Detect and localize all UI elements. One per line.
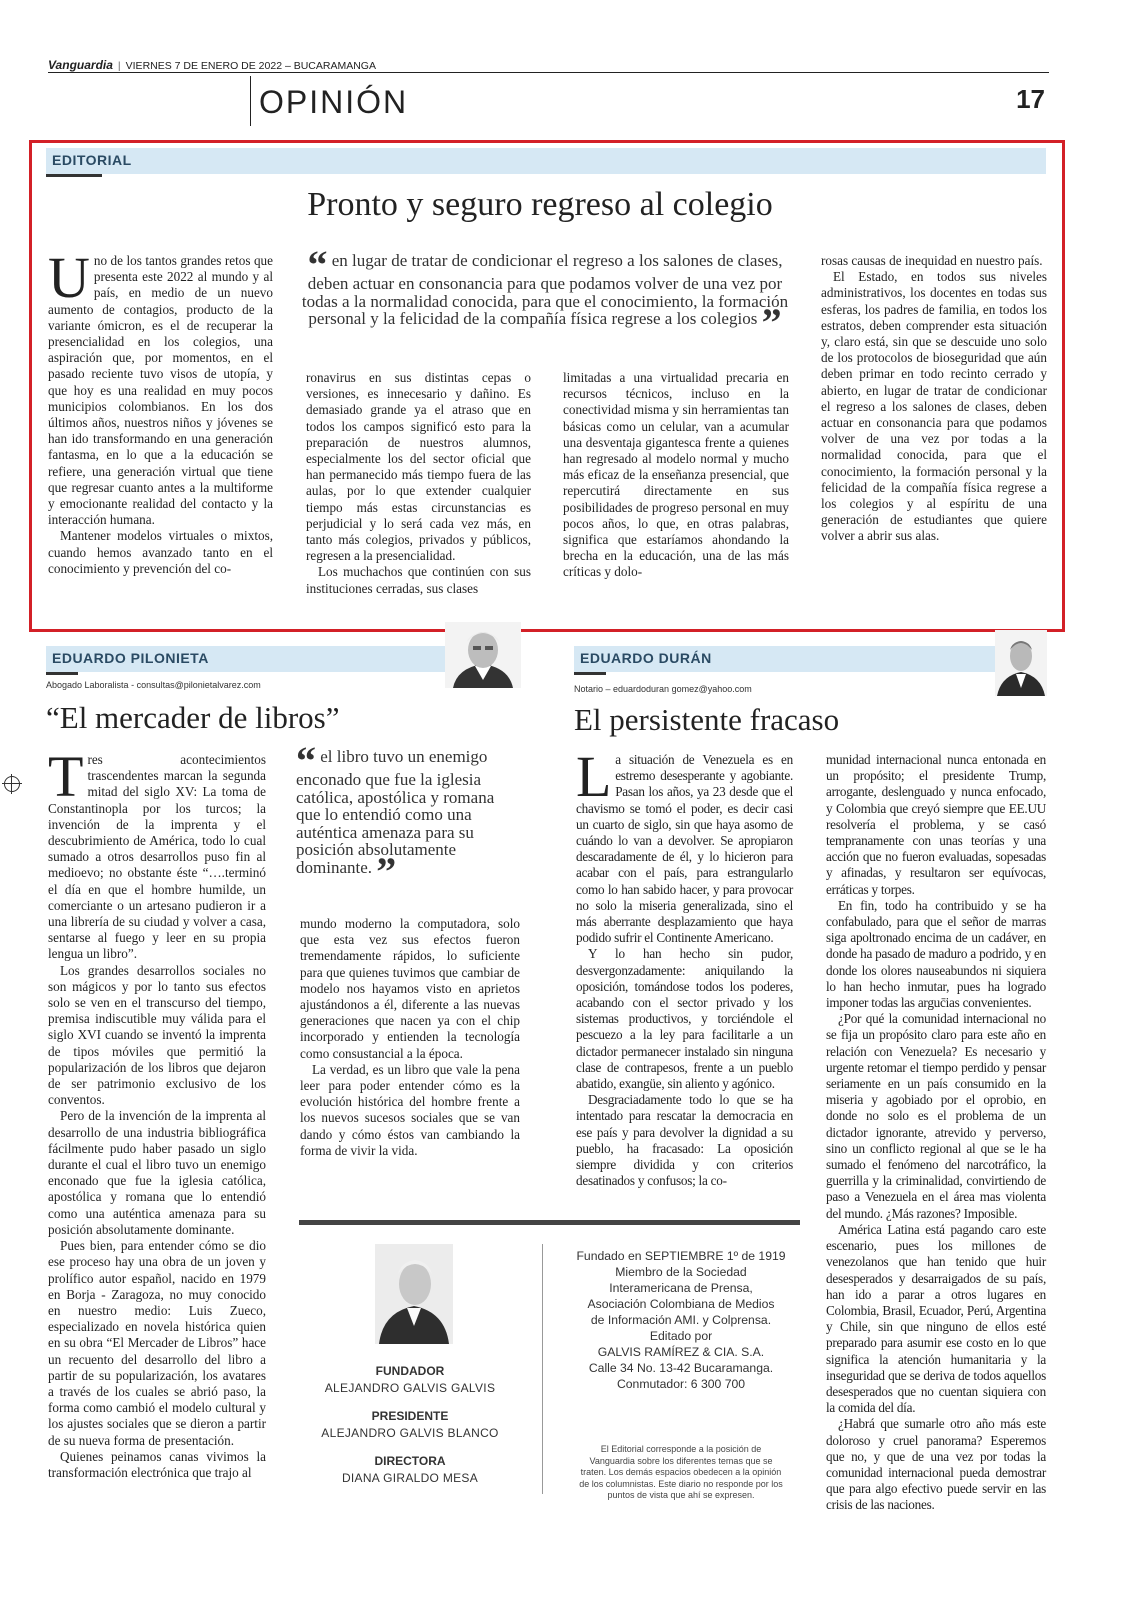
drop-cap: U — [48, 245, 90, 310]
info-line: Asociación Colombiana de Medios — [587, 1297, 775, 1311]
paragraph: América Latina está pagando caro este escenario, pues los millones de venezolanos que han tenido que huir desesperados y desarraigados de su país, han ido a parar a otros lugares en Colombia, Brasil, Ecuador, Perú, Argentina y Chile, sin que ninguno de ellos esté preparado para asumir ese costo en lo que significa la atención humanitaria y la inseguridad que se deriva de todos aquellos desesperados que no cuentan siquiera con la comida del día. — [826, 1221, 1046, 1416]
role-label: DIRECTORA — [374, 1454, 446, 1468]
role-label: FUNDADOR — [375, 1364, 445, 1378]
registration-mark-icon — [4, 776, 20, 792]
paragraph: no de los tantos grandes retos que presenta este 2022 al mundo y al país, en medio de un nuevo aumento de contagios, producto de la variante ómicron, es el de recuperar la presencialidad en los colegios, una aspiración que, por momentos, en el pasado reciente tuvo visos de utopía, y que hoy es una realidad en muy pocos municipios colombianos. En los dos últimos años, nuestros niños y jóvenes se han ido transformando en una generación fantasma, en lo que a la educación se refiere, una generación virtual que tiene que regresar cuanto antes a la multiforme y emocionante realidad del contacto y la interacción humana. — [48, 253, 273, 528]
editorial-pullquote — [300, 242, 790, 345]
credits-rule — [299, 1220, 800, 1225]
paragraph: Desgraciadamente todo lo que se ha intentado para rescatar la democracia en ese país y para devolver la dignidad a su pueblo, ha fracasado: La oposición siempre dividida y con criterios desatinados y confusos; la co- — [576, 1092, 793, 1189]
section-title: OPINIÓN — [259, 84, 409, 120]
paragraph: mundo moderno la computadora, solo que esta vez sus efectos fueron tremendamente rápidos, lo suficiente para que quienes tuvimos que cambiar de modelo nos hayamos visto en aprietos ajustándonos a él, diferente a las nuevas generaciones que nacen ya con el chip incorporado y entienden la tecnología como consustancial a la época. — [300, 916, 520, 1061]
paragraph: Mantener modelos virtuales o mixtos, cuando hemos avanzado tanto en el conocimiento y prevención del co- — [48, 528, 273, 576]
paragraph: Pero de la invención de la imprenta al desarrollo de una industria bibliográfica fácilmente pudo haber pasado un siglo durante el cual el libro tuvo un enemigo enconado que fue la iglesia católica, apostólica y romana que lo entendió como una auténtica amenaza para su posición absolutamente dominante. — [48, 1108, 266, 1237]
drop-cap: T — [48, 744, 84, 809]
editorial-headline: Pronto y seguro regreso al colegio — [307, 186, 773, 223]
paragraph: res acontecimientos trascendentes marcan la segunda mitad del siglo XV: La toma de Constantinopla por los turcos; la invención de la imprenta y el descubrimiento de América, todo lo cual sumado a otros desarrollos puso fin al medioevo; no obstante éste “….terminó el día en que el hombre humilde, un comerciante o un artesano pudieron ir a una librería de su ciudad y volver a casa, sentarse al fuego y leer en su propia lengua un libro”. — [48, 752, 266, 962]
editorial-column-4 — [821, 253, 1047, 545]
paragraph: Quienes peinamos canas vivimos la transformación electrónica que trajo al — [48, 1448, 266, 1480]
credits-divider — [542, 1244, 543, 1494]
dateline: VIERNES 7 DE ENERO DE 2022 – BUCARAMANGA — [125, 60, 376, 72]
pilonieta-headline: “El mercader de libros” — [46, 700, 340, 735]
paragraph: Pues bien, para entender cómo se dio ese proceso hay una obra de un joven y prolífico autor español, nacido en 1979 en Borja - Zaragoza, no muy conocido en nuestro medio: Luis Zueco, especializado en novela histórica quien en su obra “El Mercader de Libros” hace un recuento del desarrollo del libro a partir de su popularización, los avatares a través de los cuales se abrió paso, la forma como cambió el modelo cultural y los ajustes sociales que se dieron a partir de su nueva forma de presentación. — [48, 1238, 266, 1448]
editorial-column-2 — [306, 370, 531, 597]
paragraph: En fin, todo ha contribuido y se ha confabulado, para que el señor de marras siga apoltronado encima de un cadáver, en donde ha pasado de maduro a podrido, y en donde los olores nauseabundos ni siquiera lo han hecho inmutar, pues ha logrado imponer todas las arguc̄ias convenientes. — [826, 897, 1046, 1011]
open-quote-icon: “ — [307, 242, 328, 287]
paragraph: Los muchachos que continúen con sus instituciones cerradas, sus clases — [306, 564, 531, 596]
info-line: Editado por — [649, 1329, 713, 1343]
info-line: Conmutador: 6 300 700 — [616, 1377, 746, 1391]
founder-portrait — [375, 1244, 453, 1344]
pilonieta-column-2 — [300, 916, 520, 1159]
paragraph: limitadas a una virtualidad precaria en recursos técnicos, incluso en la conectividad misma y sin herramientas tan básicas como un celular, van a acumular una desventaja gigantesca frente a quienes han regresado al modelo normal y mucho más eficaz de la enseñanza presencial, que repercutirá directamente en sus posibilidades de progreso personal en muy pocos años, lo que, en otras palabras, significa que estaríamos ahondando la brecha en la educación, una de las más críticas y dolo- — [563, 370, 789, 580]
paragraph: a situación de Venezuela es en estremo desesperante y agobiante. Pasan los años, ya 23 desde que el chavismo se tomó el poder, es decir casi un cuarto de siglo, sin que haya asomo de cuándo lo van a devolver. Se apropiaron descaradamente de él, y lo hicieron para acabar con el país, para estrangularlo como lo han sabido hacer, y para provocar no solo la miseria generalizada, sino el más aberrante desplazamiento que haya podido sufrir el Continente Americano. — [576, 752, 793, 946]
info-line: de Información AMI. y Colprensa. — [590, 1313, 772, 1327]
label-underline — [574, 672, 606, 675]
label-underline — [46, 174, 102, 177]
paragraph: Los grandes desarrollos sociales no son mágicos y por lo tanto sus efectos solo se ven en el transcurso del tiempo, premisa indiscutible muy válida para el siglo XVI cuando se inventó la imprenta de tipos móviles que permitió la popularización de los libros que dejaron de ser patrimonio exclusivo de los conventos. — [48, 962, 266, 1108]
editorial-column-1 — [48, 245, 273, 577]
editorial-column-3 — [563, 370, 789, 581]
info-line: Interamericana de Prensa, — [609, 1281, 753, 1295]
paragraph: ¿Por qué la comunidad internacional no se fija un propósito claro para este año en relación con Venezuela? Es necesario y urgente retomar el tiempo perdido y pensar seriamente en un país consumido en la miseria y agobiado por el oprobio, en donde no solo es el problema de un dictador ignorante, atrevido y perverso, sino un conflicto regional al que se le ha sumado el fenómeno del narcotráfico, la guerrilla y la criminalidad, convirtiendo de paso a Venezuela en el área mas violenta del mundo. ¿Más razones? Imposible. — [826, 1011, 1046, 1221]
info-line: Calle 34 No. 13-42 Bucaramanga. — [588, 1361, 774, 1375]
open-quote-icon: “ — [296, 738, 316, 783]
disclaimer: El Editorial corresponde a la posición de Vanguardia sobre los diferentes temas que se traten. Los demás espacios obedecen a la opinión de los columnistas. Este diario no responde por los puntos de vista que ahí se expresen. — [579, 1444, 783, 1500]
pullquote-text: el libro tuvo un enemigo enconado que fue la iglesia católica, apostólica y romana que lo entendió como una auténtica amenaza para su posición absolutamente dominante. — [296, 747, 495, 877]
info-line: Miembro de la Sociedad — [615, 1265, 747, 1279]
pullquote-text: en lugar de tratar de condicionar el regreso a los salones de clases, deben actuar en consonancia para que podamos volver de una vez por todas a la normalidad conocida, para que el conocimiento, la formación personal y la felicidad de la compañía física regrese a los colegios — [301, 251, 789, 328]
pilonieta-column-1 — [48, 744, 266, 1481]
pilonieta-pullquote — [296, 738, 521, 894]
brand-logo: Vanguardia — [48, 58, 113, 72]
credits-block — [320, 1350, 500, 1485]
role-label: PRESIDENTE — [371, 1409, 449, 1423]
masthead: Vanguardia | VIERNES 7 DE ENERO DE 2022 – BUCARAMANGA — [48, 58, 376, 72]
author-pilonieta: EDUARDO PILONIETA — [52, 650, 209, 666]
role-name: ALEJANDRO GALVIS GALVIS — [324, 1381, 496, 1395]
label-underline — [46, 672, 78, 675]
author-duran: EDUARDO DURÁN — [580, 650, 712, 666]
role-name: DIANA GIRALDO MESA — [341, 1471, 479, 1485]
section-divider — [250, 76, 251, 126]
duran-headline: El persistente fracaso — [574, 702, 840, 737]
pilonieta-byline: Abogado Laboralista - consultas@pilonietalvarez.com — [46, 680, 261, 690]
paragraph: rosas causas de inequidad en nuestro país. — [821, 253, 1043, 268]
paragraph: munidad internacional nunca entonada en un propósito; el presidente Trump, arrogante, deslenguado y nunca enfocado, y Colombia que creyó siempre que EE.UU resolvería el problema, y se casó tempranamente con unas teorías y una acción que no fueron evaluadas, sopesadas y afinadas, y resultaron ser equívocas, erráticas y torpes. — [826, 752, 1046, 897]
paragraph: ¿Habrá que sumarle otro año más este doloroso y cruel panorama? Esperemos que no, y que de una vez por todas la comunidad internacional pueda demostrar que para algo efectivo puede servir en las crisis de las naciones. — [826, 1416, 1046, 1513]
info-line: GALVIS RAMÍREZ & CIA. S.A. — [597, 1345, 765, 1359]
close-quote-icon: ” — [761, 300, 782, 345]
avatar-duran — [995, 630, 1047, 696]
masthead-rule — [48, 72, 1049, 73]
paragraph: El Estado, en todos sus niveles administrativos, los docentes en todas sus esferas, los padres de familia, en todos los estratos, deben comprender esta situación y, claro está, sin que se descuide uno solo de los protocolos de bioseguridad que aún deben primar en todo recinto cerrado y abierto, en lugar de tratar de condicionar el regreso a los salones de clases, deben actuar en consonancia para que podamos volver de una vez por todas a la normalidad conocida, para que el conocimiento, la formación personal y la felicidad de la compañía física regrese a los colegios y al espíritu de una generación de estudiantes que quiere volver a abrir sus alas. — [821, 269, 1047, 544]
editorial-label: EDITORIAL — [52, 152, 132, 168]
avatar-pilonieta — [445, 622, 521, 688]
paragraph: Y lo han hecho sin pudor, desvergonzadamente: aniquilando la oposición, tomándose todos los poderes, acabando con el sector privado y los sistemas productivos, y torciéndole el pescuezo a la ley para facilitarle a un dictador permanecer instalado sin ninguna clase de contrapesos, frente a un pueblo abatido, exangüe, sin aliento y agónico. — [576, 946, 793, 1092]
page-number: 17 — [1016, 84, 1045, 114]
duran-column-2 — [826, 752, 1046, 1514]
paragraph: ronavirus en sus distintas cepas o versiones, es innecesario y dañino. Es demasiado grande ya el atraso que en todos los campos significó esto para la preparación de nuestros alumnos, especialmente los del sector oficial que han permanecido más tiempo fuera de las aulas, por lo que extender cualquier tiempo más estas circunstancias es perjudicial y lo será cada vez más, en tanto más colegios, privados y públicos, regresen a la presencialidad. — [306, 370, 531, 564]
info-line: Fundado en SEPTIEMBRE 1º de 1919 — [576, 1249, 786, 1263]
publisher-info — [570, 1248, 792, 1392]
editorial-label-bar — [46, 148, 1046, 174]
drop-cap: L — [576, 744, 612, 809]
role-name: ALEJANDRO GALVIS BLANCO — [321, 1426, 499, 1440]
duran-column-1 — [576, 744, 793, 1189]
paragraph: La verdad, es un libro que vale la pena leer para poder entender cómo es la evolución histórica del hombre frente a los nuevos sucesos sociales que se van dando y cómo éstos van cambiando la forma de vivir la vida. — [300, 1061, 520, 1158]
close-quote-icon: ” — [376, 848, 397, 894]
duran-byline: Notario – eduardoduran gomez@yahoo.com — [574, 684, 752, 694]
